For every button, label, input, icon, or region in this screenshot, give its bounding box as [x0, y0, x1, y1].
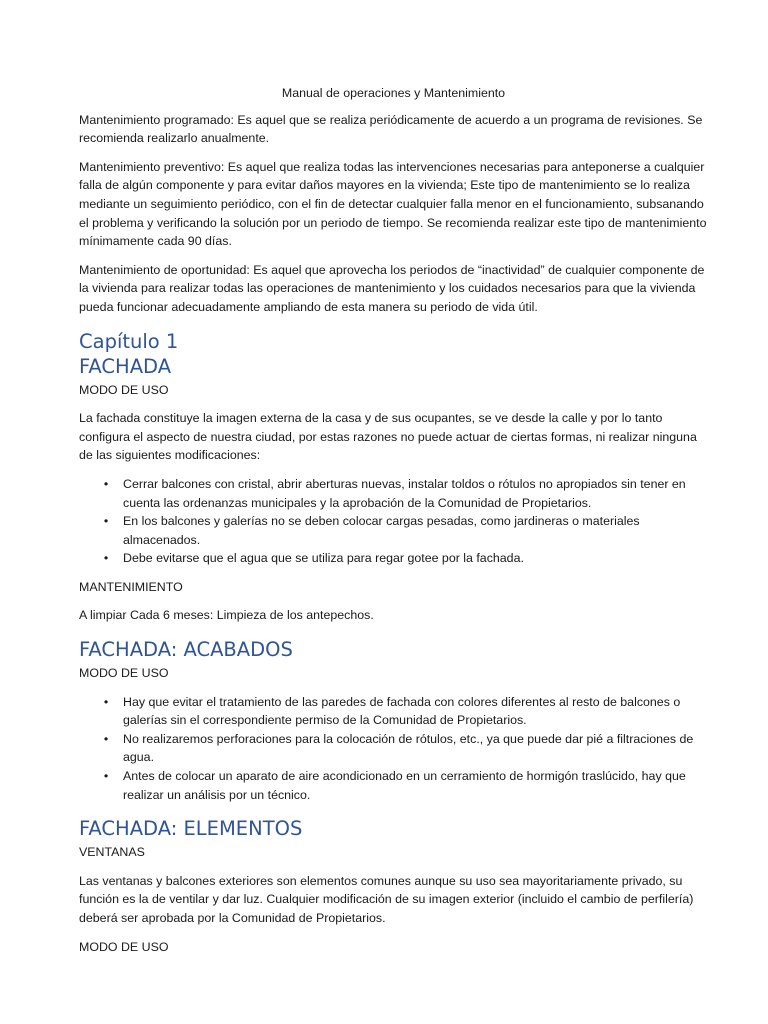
list-item-text: En los balcones y galerías no se deben colocar cargas pesadas, como jardineras o materiales almacenados.: [123, 514, 640, 547]
list-item: [103, 730, 708, 767]
list-item-text: Antes de colocar un aparato de aire acondicionado en un cerramiento de hormigón traslúcido, hay que realizar un análisis por un técnico.: [123, 769, 686, 802]
intro-paragraph-preventivo: Mantenimiento preventivo: Es aquel que realiza todas las intervenciones necesarias para anteponerse a cualquier falla de algún componente y para evitar daños mayores en la vivienda; Este tipo de mantenimiento se lo realiza mediante un seguimiento periódico, con el fin de detectar cualquier falla menor en el funcionamiento, subsanando el problema y verificando la solución por un periodo de tiempo. Se recomienda realizar este tipo de mantenimiento mínimamente cada 90 días.: [79, 159, 707, 249]
list-item: [103, 767, 708, 804]
list-item: [103, 512, 708, 549]
list-item-text: No realizaremos perforaciones para la colocación de rótulos, etc., ya que puede dar pié a filtraciones de agua.: [123, 731, 694, 765]
list-item-text: Hay que evitar el tratamiento de las paredes de fachada con colores diferentes al resto de balcones o galerías sin el correspondiente permiso de la Comunidad de Propietarios.: [123, 694, 681, 728]
list-item-text: Debe evitarse que el agua que se utiliza para regar gotee por la fachada.: [123, 551, 524, 566]
modo-de-uso-label: MODO DE USO: [79, 382, 169, 397]
fachada-bullet-list: [79, 475, 708, 568]
elementos-modo-label: MODO DE USO: [79, 939, 169, 954]
elementos-heading: FACHADA: ELEMENTOS: [79, 817, 303, 841]
acabados-heading: FACHADA: ACABADOS: [79, 638, 293, 662]
chapter-number: Capítulo 1: [79, 329, 179, 353]
fachada-paragraph: La fachada constituye la imagen externa de la casa y de sus ocupantes, se ve desde la calle y por lo tanto configura el aspecto de nuestra ciudad, por estas razones no puede actuar de ciertas formas, ni realizar ninguna de las siguientes modificaciones:: [79, 411, 697, 463]
list-item: [103, 693, 708, 730]
list-item-text: Cerrar balcones con cristal, abrir aberturas nuevas, instalar toldos o rótulos no apropiados sin tener en cuenta las ordenanzas municipales y la aprobación de la Comunidad de Propietarios.: [123, 476, 686, 510]
mantenimiento-label: MANTENIMIENTO: [79, 579, 183, 594]
acabados-modo-label: MODO DE USO: [79, 666, 169, 681]
bullet-icon: •: [103, 769, 109, 784]
chapter-1-heading: [79, 329, 708, 379]
bullet-icon: •: [103, 551, 109, 566]
document-title: Manual de operaciones y Mantenimiento: [281, 86, 506, 100]
intro-paragraph-programado: Mantenimiento programado: Es aquel que se realiza periódicamente de acuerdo a un programa de revisiones. Se recomienda realizarlo anualmente.: [79, 112, 703, 146]
mantenimiento-text: A limpiar Cada 6 meses: Limpieza de los antepechos.: [79, 608, 374, 623]
bullet-icon: •: [103, 514, 109, 529]
bullet-icon: •: [103, 731, 109, 746]
bullet-icon: •: [103, 476, 109, 491]
intro-paragraph-oportunidad: Mantenimiento de oportunidad: Es aquel que aprovecha los periodos de “inactividad” de cualquier componente de la vivienda para realizar todas las operaciones de mantenimiento y los cuidados necesarios para que la vivienda pueda funcionar adecuadamente ampliando de esta manera su periodo de vida útil.: [79, 262, 705, 314]
ventanas-label: VENTANAS: [79, 845, 145, 860]
ventanas-paragraph: Las ventanas y balcones exteriores son elementos comunes aunque su uso sea mayoritariamente privado, su función es la de ventilar y dar luz. Cualquier modificación de su imagen exterior (incluido el cambio de perfilería) deberá ser aprobada por la Comunidad de Propietarios.: [79, 873, 694, 925]
acabados-bullet-list: [79, 693, 708, 805]
bullet-icon: •: [103, 694, 109, 709]
list-item: [103, 549, 708, 568]
chapter-title: FACHADA: [79, 354, 172, 378]
list-item: [103, 475, 708, 512]
